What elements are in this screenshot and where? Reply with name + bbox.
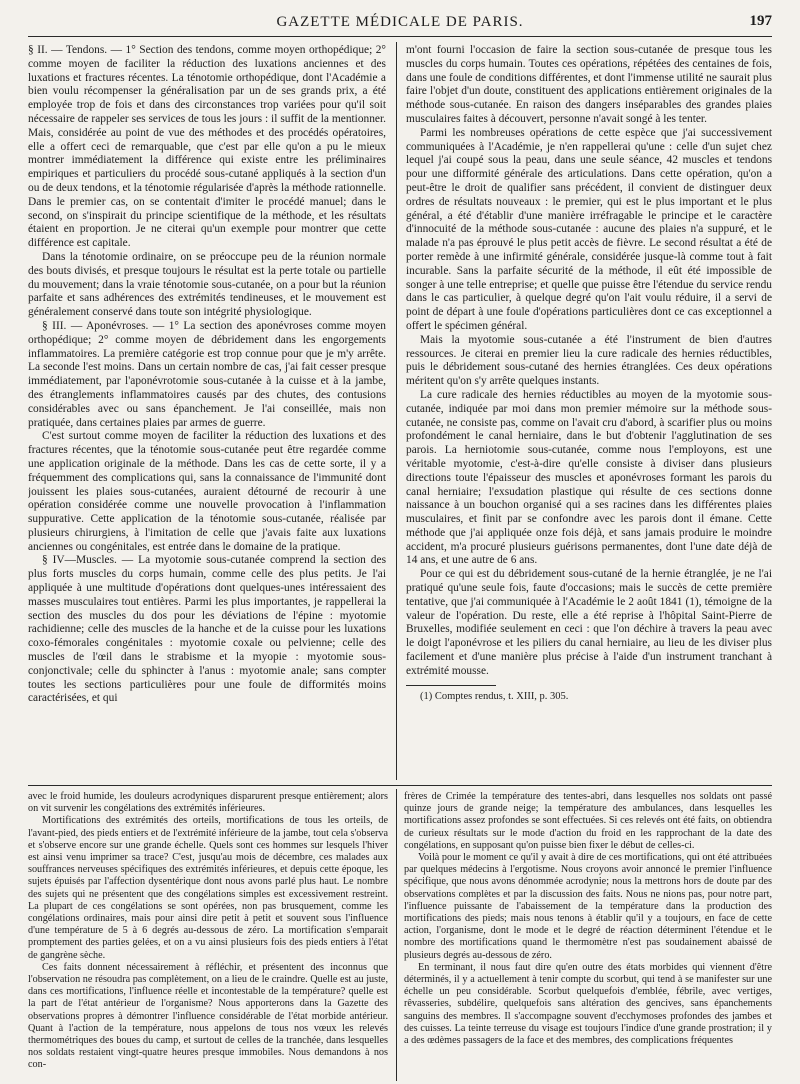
paragraph-tenotomie: Dans la ténotomie ordinaire, on se préoccupe peu de la réunion normale des bouts divisés, et presque toujours le résultat est la perte totale ou partielle du mouvement; dans la vraie ténotomie sous-cutanée, on a pour but la réunion parfaite et sans adhérences des extrémités tendineuses, et le mouvement est généralement conservé dans toute son intégrité physiologique. <box>28 250 386 319</box>
upper-left-column <box>28 44 386 778</box>
page-number: 197 <box>749 13 772 29</box>
footnote: (1) Comptes rendus, t. XIII, p. 305. <box>420 690 569 702</box>
running-title: GAZETTE MÉDICALE DE PARIS. <box>276 14 524 30</box>
paragraph-debridement: Pour ce qui est du débridement sous-cutané de la hernie étranglée, je ne l'ai pratiqué qu'une seule fois, faute d'occasions; mais le succès de cette première tentative, que j'ai communiquée à l'Académie le 2 août 1841 (1), témoigne de la valeur de l'opération. Du reste, elle a été reprise à l'hôpital Saint-Pierre de Bruxelles, modifiée seulement en ceci : que l'on déchire à travers la peau avec le doigt l'aponévrose et les piliers du canal herniaire, au lieu de les diviser plus facilement et d'une manière plus précise à l'aide d'un instrument tranchant à extrémité mousse. <box>406 568 772 677</box>
lower-paragraph-mortifications: Mortifications des extrémités des orteils, mortifications de tous les orteils, de l'avant-pied, des pieds entiers et de l'extrémité inférieure de la jambe, tout cela s'observa et s'observe encore sur une grande échelle. Quels sont ces hommes sur lesquels l'hiver est ainsi venu imprimer sa trace? C'est, jusqu'au mois de décembre, ces malades aux souffrances nerveuses spécifiques des extrémités inférieures, et depuis cette époque, les sujets épuisés par l'affection dysentérique dont nous avons parlé plus haut. Le nombre des sujets qui ne présentent que des congélations simples est excessivement restreint. La plupart de ces congélations se sont opérées, non pas brusquement, comme les congélations ordinaires, mais pour ainsi dire petit à petit et souvent sous l'influence d'une température de 5 à 6 degrés au-dessous de zéro. La mortification s'emparait promptement des parties gelées, et on a vu ainsi plusieurs fois des pieds entiers à l'état de gangrène sèche. <box>28 815 388 961</box>
paragraph-cure-radicale: La cure radicale des hernies réductibles au moyen de la myotomie sous-cutanée, indiquée par moi dans mon premier mémoire sur la méthode sous-cutanée, ne consiste pas, comme on l'avait cru d'abord, à scarifier plus ou moins profondément le canal herniaire, dans le but d'obtenir l'agglutination de ses parois. La herniotomie sous-cutanée, comme nous l'employons, est une véritable myotomie, c'est-à-dire qu'elle consiste à diviser dans plusieurs directions toute l'épaisseur des muscles et aponévroses formant les parois du canal herniaire; l'exsudation plastique qui résulte de ces sections donne naissance à un bouchon organisé qui a ses racines dans les différentes plaies musculaires, et finit par se confondre avec les parois dont il émane. Cette méthode que j'ai appliquée onze fois déjà, et sans jamais produire le moindre accident, m'a procuré plusieurs guérisons permanentes, dont l'une date déjà de 14 ans, et une autre de 6 ans. <box>406 388 772 567</box>
paragraph-42-muscles: Parmi les nombreuses opérations de cette espèce que j'ai successivement communiquées à l'Académie, je n'en rappellerai qu'une : celle d'un sujet chez lequel j'ai coupé sous la peau, dans une seule séance, 42 muscles et tendons pour une difformité générale des articulations. Dans cette opération, qu'on a peut-être le droit de qualifier sans précédent, il convient de distinguer deux ordres de résultats nouveaux : le premier, qui est le plus important et le plus général, a été d'établir d'une manière irréfragable le principe et le caractère d'innocuité de la méthode sous-cutanée : aucune des plaies n'a suppuré, et le malade n'a pas éprouvé le plus petit accès de fièvre. Le second résultat a été de porter remède à une infirmité générale, considérée jusque-là comme tout à fait incurable. Sans la parfaite sécurité de la méthode, il eût été impossible de songer à une telle entreprise; et quelle que puisse être l'étendue du service rendu dans le cas particulier, à quelque degré qu'on l'ait voulu réduire, il a servi de point de départ à une foule d'opérations particulières dont ce cas exceptionnel a offert le spécimen général. <box>406 126 772 332</box>
lower-left-column <box>28 791 388 1081</box>
footnote-rule <box>406 685 496 686</box>
lower-column-rule <box>396 789 397 1081</box>
page-header <box>28 12 772 37</box>
paragraph-hernies: Mais la myotomie sous-cutanée a été l'instrument de bien d'autres ressources. Je citerai en premier lieu la cure radicale des hernies réductibles, puis le débridement sous-cutané des hernies étranglées. Ces deux opérations méritent qu'on s'y arrête quelques instants. <box>406 333 772 388</box>
lower-paragraph-acrodynie: Voilà pour le moment ce qu'il y avait à dire de ces mortifications, qui ont été attribuées par quelques médecins à l'ergotisme. Nous croyons avoir annoncé le premier l'influence spécifique, que nous avons dénommée acrodynie; nous la mettrons hors de doute par des observations complètes et par la discussion des faits. Nous ne nions pas, pour notre part, l'influence puissante de l'abaissement de la température dans la production des mortifications des pieds; mais nous tenons à établir qu'il y a toujours, en face de cette action, l'organisme, dont le mode et le degré de réaction déterminent l'étendue et le nombre des mortifications quand le thermomètre n'est pas soudainement abaissé de plusieurs degrés au-dessous de zéro. <box>404 852 772 961</box>
lower-right-column <box>404 791 772 1081</box>
section-muscles: § IV—Muscles. — La myotomie sous-cutanée comprend la section des plus forts muscles du corps humain, comme celle des plus petits. Je l'ai appliquée à une multitude d'opérations dont quelques-unes intéressaient des masses musculaires tout entières. Parmi les plus importantes, je rappellerai la section des muscles du dos pour les déviations de l'épine : myotomie rachidienne; celle des muscles de la hanche et de la cuisse pour les luxations coxo-fémorales congénitales : myotomie coxale ou pelvienne; celle des muscles de l'œil dans le strabisme et la myopie : myotomie sous-conjonctivale; celle du sphincter à l'anus : myotomie anale; sans compter toutes les sections particulières pour une foule de difformités moins caractérisées, et qui <box>28 554 386 705</box>
lower-paragraph-scorbut: En terminant, il nous faut dire qu'en outre des états morbides qui viennent d'être déterminés, il y a actuellement à tenir compte du scorbut, qui tend à se manifester sur une échelle un peu considérable. Scorbut quelquefois d'emblée, fébrile, avec vertiges, rêvasseries, subdélire, quelquefois sans altération des gencives, sans épanchements sanguins des membres. Il s'accompagne souvent d'ecchymoses profondes des jambes et des cuisses. La teinte terreuse du visage est toujours l'indice d'une grande prostration; il y a des œdèmes passagers de la face et des membres, des complications fréquentes <box>404 961 772 1047</box>
section-tendons: § II. — Tendons. — 1° Section des tendons, comme moyen orthopédique; 2° comme moyen de faciliter la réduction des luxations anciennes et des luxations et fractures récentes. La ténotomie orthopédique, dont l'Académie a bien voulu récompenser la généralisation par un de ses grands prix, a été employée trop de fois et dans des circonstances trop variées pour qu'il soit nécessaire de rappeler ses services de tous les jours : il suffit de la mentionner. Mais, considérée au point de vue des méthodes et des procédés opératoires, elle a offert ceci de remarquable, que c'est par elle qu'on a pu le mieux montrer immédiatement la différence qui existe entre les préliminaires empiriques et particuliers du procédé sous-cutané appliqués à la section d'un ou de deux tendons, et la ténotomie régularisée d'après la méthode rationnelle. Dans le premier cas, on se contentait d'imiter le procédé manuel; dans le second, on s'inspirait du principe scientifique de la méthode, et les résultats étaient en proportion. Je ne citerai qu'un exemple pour montrer que cette différence est capitale. <box>28 44 386 250</box>
lower-paragraph-inconnus: Ces faits donnent nécessairement à réfléchir, et présentent des inconnus que l'observation ne résoudra pas complètement, on a lieu de le craindre. Quelle est au juste, dans ces mortifications, l'influence réelle et incontestable de la température? quelle est la part de l'état antérieur de l'organisme? Nous apporterons dans la Gazette des observations propres à démontrer l'influence considérable de l'état morbide antérieur. Quant à l'action de la température, nous appelons de tous nos vœux les relevés thermométriques des boues du camp, et surtout de celles de la tranchée, dans lesquelles nos soldats restaient vingt-quatre heures presque immobiles. Nous demandons à nos con- <box>28 961 388 1071</box>
upper-right-column <box>406 44 772 778</box>
lower-paragraph-temperature: frères de Crimée la température des tentes-abri, dans lesquelles nos soldats ont passé quinze jours de grande neige; la température des ambulances, dans lesquelles les mortifications assez profondes se sont effectuées. Si ces relevés ont été faits, on obtiendra de curieux résultats sur le mode d'action du froid en les rapprochant de la date des congélations, en supposant qu'on puisse bien fixer le début de celles-ci. <box>404 791 772 851</box>
section-divider <box>28 785 772 786</box>
upper-column-rule <box>396 42 397 780</box>
section-aponevroses: § III. — Aponévroses. — 1° La section des aponévroses comme moyen orthopédique; 2° comme moyen de débridement dans les engorgements inflammatoires. La première catégorie est trop connue pour que je m'y arrête. La seconde l'est moins. Dans un certain nombre de cas, j'ai fait cesser presque immédiatement, par l'aponévrotomie sous-cutanée à la cuisse et à la jambe, des étranglements inflammatoires causés par des chutes, des contusions considérables avec ou sans épanchement. Je l'ai conseillée, mais non pratiquée, dans certaines plaies par armes de guerre. <box>28 319 386 429</box>
lower-paragraph-1: avec le froid humide, les douleurs acrodyniques disparurent presque entièrement; alors on vit survenir les congélations des extrémités inférieures. <box>28 791 388 815</box>
paragraph-continuation: m'ont fourni l'occasion de faire la section sous-cutanée de presque tous les muscles du corps humain. Toutes ces opérations, répétées des centaines de fois, dans une foule de conditions différentes, et dont l'immense utilité ne saurait plus faire l'objet d'un doute, constituent des applications entièrement originales de la méthode sous-cutanée. En raison des dangers inséparables des grandes plaies musculaires faites à découvert, personne n'avait songé à les tenter. <box>406 44 772 125</box>
paragraph-luxations: C'est surtout comme moyen de faciliter la réduction des luxations et des fractures récentes, que la ténotomie sous-cutanée peut être regardée comme une application originale de la méthode. Dans les cas de cette sorte, il y a fréquemment des complications qui, sans la connaissance de l'immunité dont jouissent les plaies sous-cutanées, auraient détourné de recourir à une opération considérée comme une nouvelle provocation à l'inflammation suppurative. Cette application de la ténotomie sous-cutanée, réalisée par plusieurs chirurgiens, à l'imitation de celle que j'avais faite aux luxations anciennes ou congénitales, est entrée dans le domaine de la pratique. <box>28 430 386 553</box>
